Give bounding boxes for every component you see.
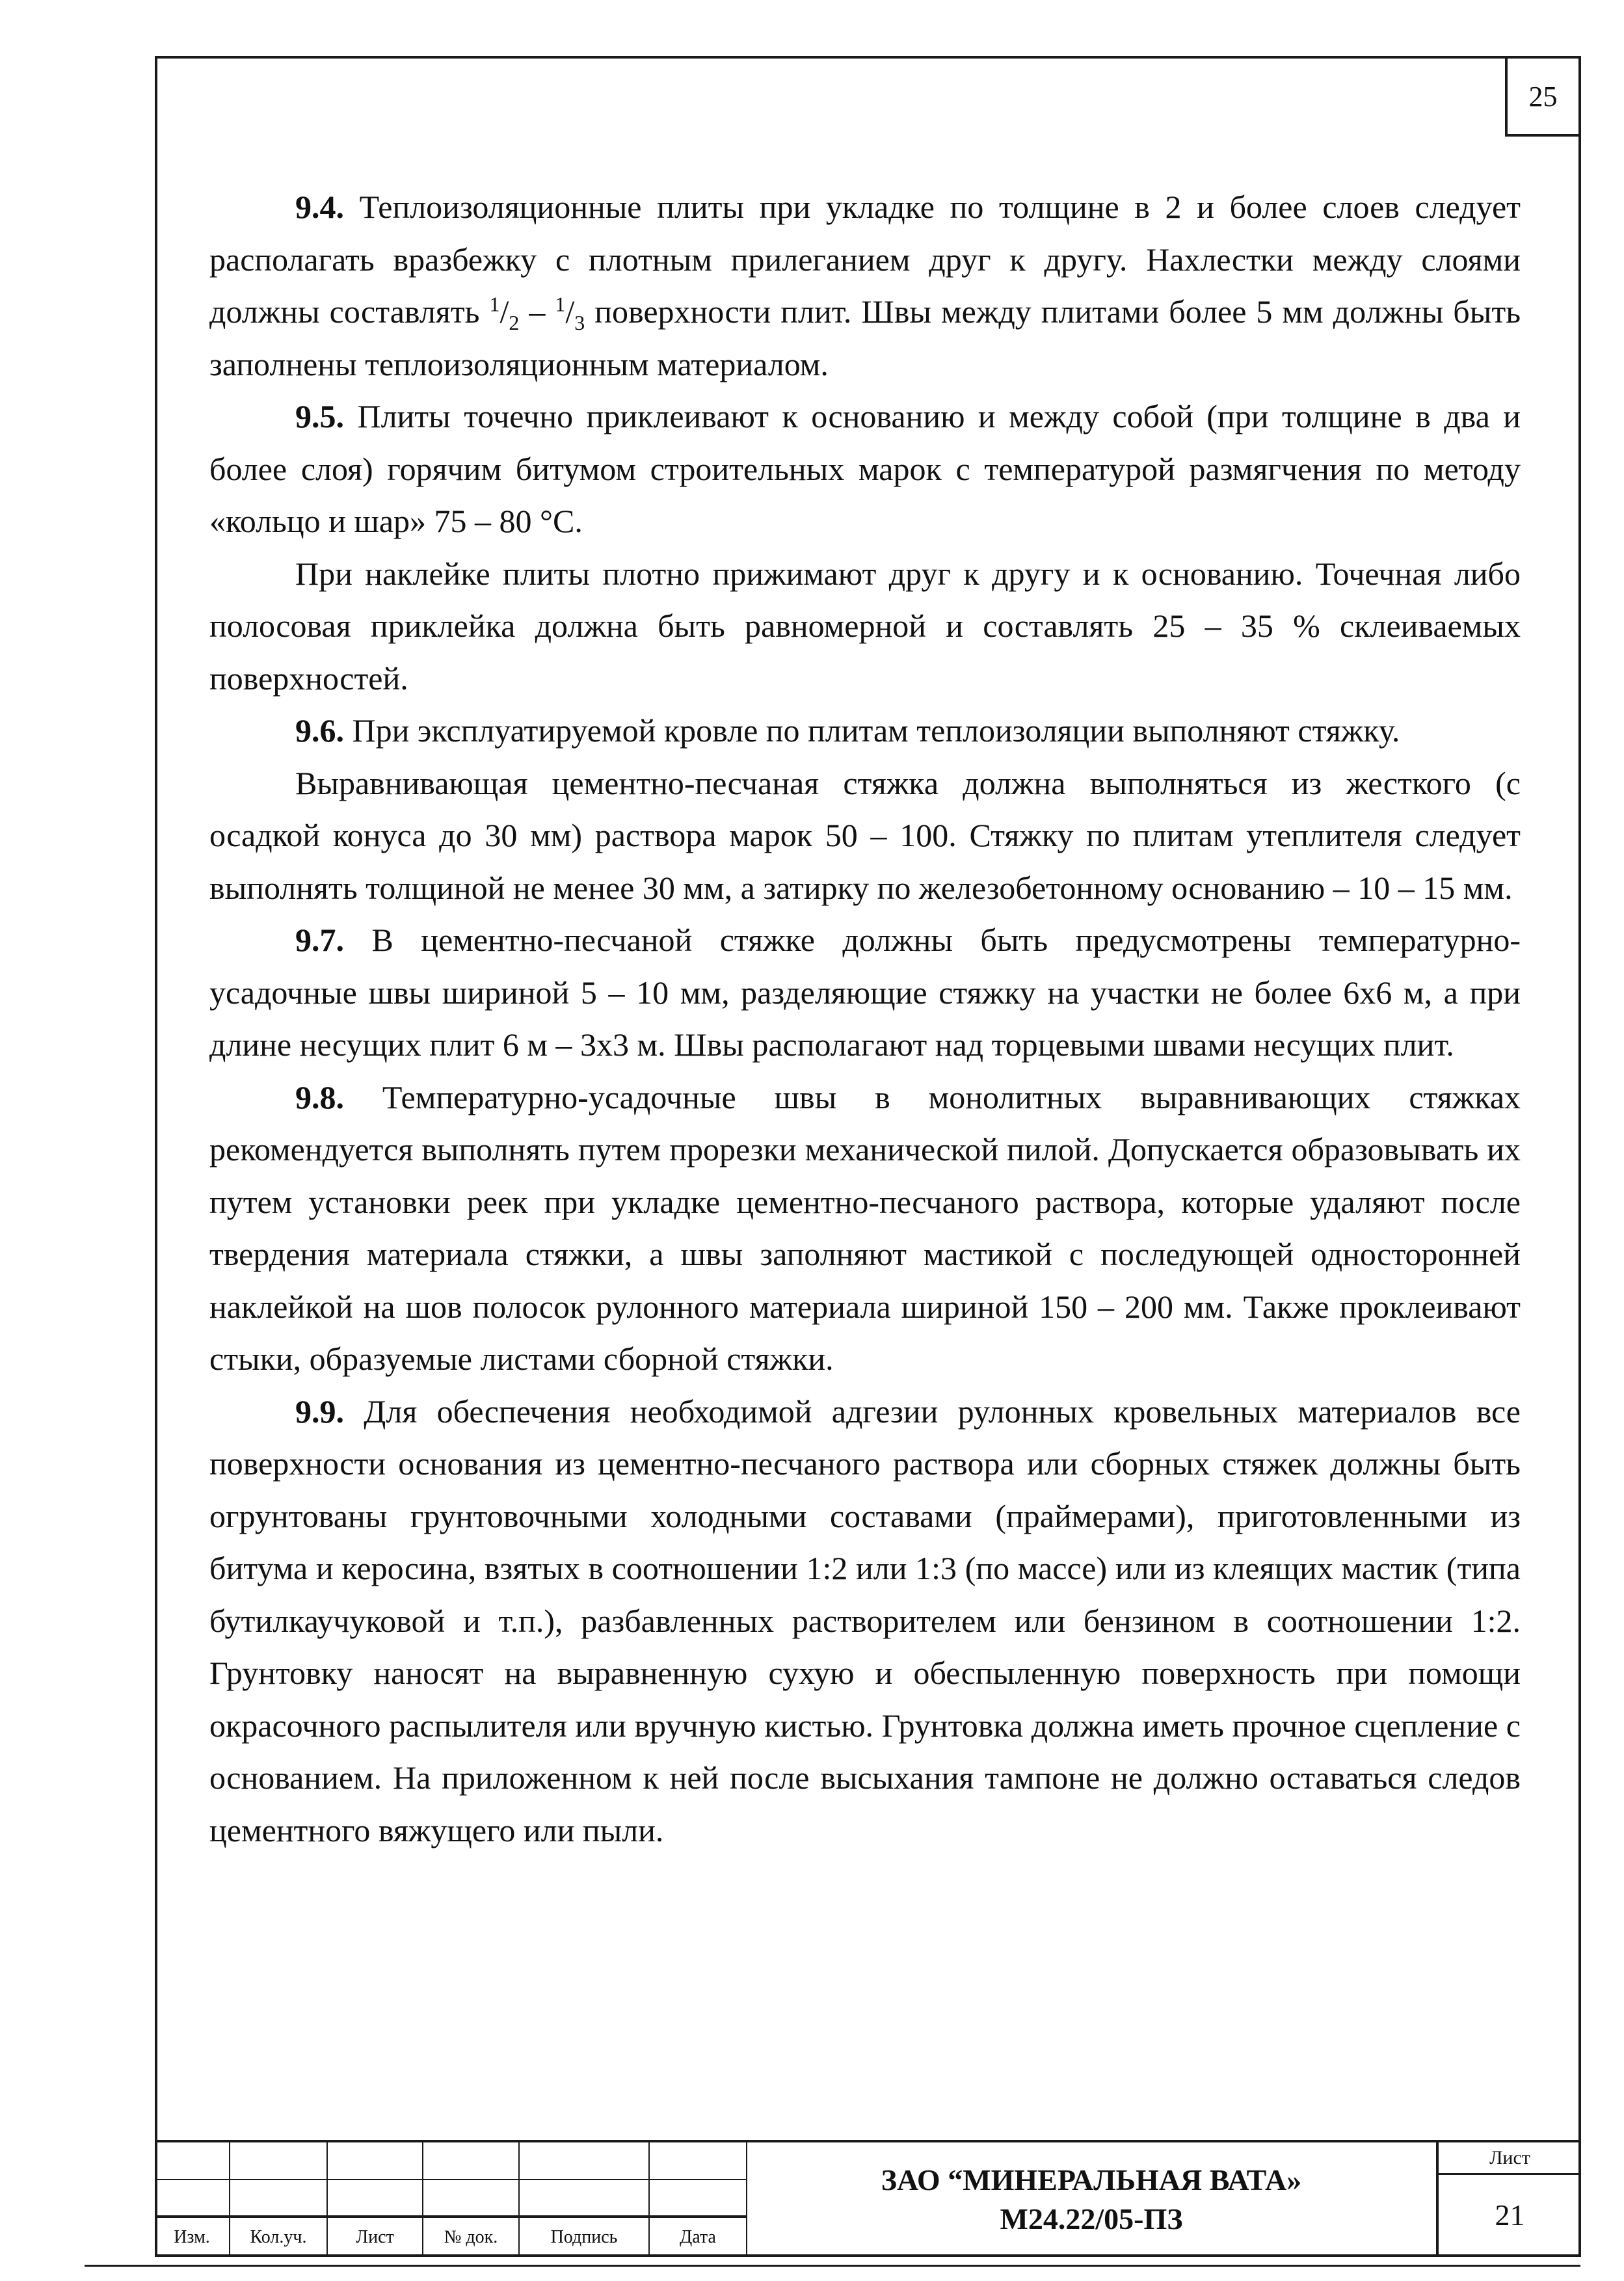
revision-table [155, 2142, 747, 2257]
paragraph-text: Теплоизоляционные плиты при укладке по толщине в 2 и более слоев следует располагать вразбежку с плотным прилеганием друг к другу. Нахлестки между слоями должны составлять [209, 189, 1521, 330]
paragraph-text: В цементно-песчаной стяжке должны быть предусмотрены температурно-усадочные швы шириной 5 – 10 мм, разделяющие стяжку на участки не более 6х6 м, а при длине несущих плит 6 м – 3х3 м. Швы располагают над торцевыми швами несущих плит. [209, 922, 1521, 1063]
paragraph-number: 9.9. [295, 1393, 344, 1430]
paragraph-number: 9.5. [295, 398, 344, 434]
paragraph-9-5-cont [209, 548, 1521, 705]
top-page-number [1505, 56, 1581, 137]
paragraph-9-5 [209, 390, 1521, 548]
fraction-numerator: 1 [555, 292, 566, 316]
sheet-label: Лист [1439, 2142, 1581, 2175]
column-header-date: Дата [649, 2217, 747, 2257]
paragraph-9-6 [209, 704, 1521, 757]
fraction-denominator: 3 [574, 311, 585, 334]
document-code: М24.22/05-ПЗ [1000, 2202, 1183, 2235]
paragraph-text: Плиты точечно приклеивают к основанию и между собой (при толщине в два и более слоя) горячим битумом строительных марок с температурой размягчения по методу «кольцо и шар» 75 – 80 °С. [209, 398, 1521, 539]
paragraph-number: 9.8. [295, 1078, 344, 1115]
paragraph-text: При эксплуатируемой кровле по плитам теплоизоляции выполняют стяжку. [352, 712, 1400, 749]
paragraph-9-4: 9.4. Теплоизоляционные плиты при укладке по толщине в 2 и более слоев следует располагать вразбежку с плотным прилеганием друг к другу. Нахлестки между слоями должны составлять $^1/_2 - ^1/_3$ поверхности плит. Швы между плитами более 5 мм должны быть заполнены теплоизоляционным материалом. [209, 189, 1521, 382]
column-header-kol-uch: Кол.уч. [230, 2217, 327, 2257]
paragraph-text: Температурно-усадочные швы в монолитных выравнивающих стяжках рекомендуется выполнять путем прорезки механической пилой. Допускается образовывать их путем установки реек при укладке цементно-песчаного раствора, которые удаляют после твердения материала стяжки, а швы заполняют мастикой с последующей односторонней наклейкой на шов полосок рулонного материала шириной 150 – 200 мм. Также проклеивают стыки, образуемые листами сборной стяжки. [209, 1078, 1521, 1377]
paragraph-number: 9.4. [295, 189, 344, 225]
column-header-izm: Изм. [155, 2217, 230, 2257]
sheet-cell [1436, 2142, 1581, 2257]
fraction-separator: – [519, 293, 555, 330]
fraction-numerator: 1 [489, 292, 500, 316]
sheet-number: 21 [1495, 2198, 1525, 2232]
paragraph-text: Выравнивающая цементно-песчаная стяжка должна выполняться из жесткого (с осадкой конуса до 30 мм) раствора марок 50 – 100. Стяжку по плитам утеплителя следует выполнять толщиной не менее 30 мм, а затирку по железобетонному основанию – 10 – 15 мм. [209, 764, 1521, 906]
column-header-signature: Подпись [519, 2217, 649, 2257]
paragraph-9-7 [209, 914, 1521, 1071]
paragraph-text-continued: поверхности плит. Швы между плитами более 5 мм должны быть заполнены теплоизоляционным материалом. [209, 293, 1521, 382]
paragraph-9-6-cont [209, 757, 1521, 914]
column-header-doc-number: № док. [423, 2217, 519, 2257]
company-name: ЗАО “МИНЕРАЛЬНАЯ ВАТА» [881, 2163, 1302, 2196]
paragraph-text: Для обеспечения необходимой адгезии рулонных кровельных материалов все поверхности основания из цементно-песчаного раствора или сборных стяжек должны быть огрунтованы грунтовочными холодными составами (праймерами), приготовленными из битума и керосина, взятых в соотношении 1:2 или 1:3 (по массе) или из клеящих мастик (типа бутилкаучуковой и т.п.), разбавленных растворителем или бензином в соотношении 1:2. Грунтовку наносят на выравненную сухую и обеспыленную поверхность при помощи окрасочного распылителя или вручную кистью. Грунтовка должна иметь прочное сцепление с основанием. На приложенном к ней после высыхания тампоне не должно оставаться следов цементного вяжущего или пыли. [209, 1393, 1521, 1848]
paragraph-9-9 [209, 1385, 1521, 1857]
top-page-number-text: 25 [1528, 80, 1558, 113]
document-body [209, 181, 1521, 1856]
fraction-denominator: 2 [509, 311, 520, 334]
paragraph-number: 9.7. [295, 922, 344, 958]
column-header-list: Лист [327, 2217, 423, 2257]
paragraph-text: При наклейке плиты плотно прижимают друг к другу и к основанию. Точечная либо полосовая приклейка должна быть равномерной и составлять 25 – 35 % склеиваемых поверхностей. [209, 555, 1521, 697]
paragraph-number: 9.6. [295, 712, 344, 749]
bottom-rule [85, 2265, 1580, 2267]
company-cell [747, 2142, 1436, 2257]
paragraph-9-8 [209, 1071, 1521, 1385]
title-block [155, 2140, 1581, 2257]
